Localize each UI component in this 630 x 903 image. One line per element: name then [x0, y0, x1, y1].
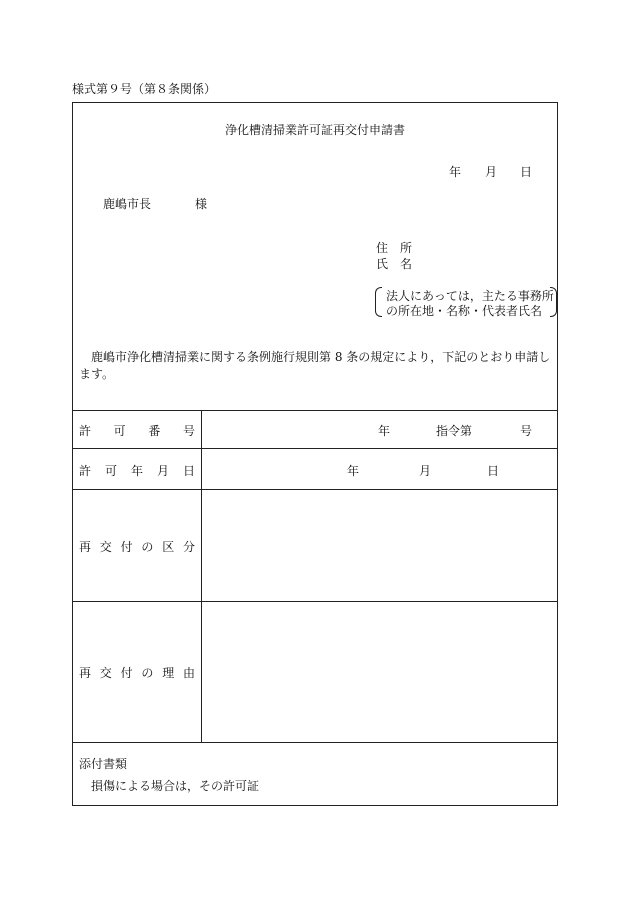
label-char: 番: [148, 424, 161, 438]
label-char: 区: [162, 540, 175, 554]
permit-date-year: 年: [347, 464, 360, 478]
date-day-label: 日: [520, 165, 533, 179]
permit-number-suffix: 号: [520, 424, 533, 438]
label-char: 再: [79, 666, 92, 680]
form-number-label: 様式第９号（第８条関係）: [72, 82, 217, 96]
permit-date-month: 月: [419, 464, 432, 478]
addressee-honorific: 様: [195, 197, 208, 211]
attachments-heading: 添付書類: [79, 757, 128, 771]
reissue-reason-label: [73, 664, 201, 681]
label-char: 許: [79, 464, 92, 478]
row-divider-3: [73, 601, 557, 602]
addressee-name: 鹿嶋市長: [103, 197, 152, 211]
label-char: 可: [104, 464, 117, 478]
corporate-note-bracket: [375, 287, 557, 317]
form-title: 浄化槽清掃業許可証再交付申請書: [224, 123, 405, 137]
left-bracket: [375, 287, 382, 317]
table-bottom-border: [73, 742, 557, 743]
application-statement: 鹿嶋市浄化槽清掃業に関する条例施行規則第 8 条の規定により，下記のとおり申請します。: [79, 350, 551, 381]
label-char: 交: [99, 666, 112, 680]
label-char: 号: [182, 424, 195, 438]
reissue-reason-field[interactable]: [203, 603, 557, 740]
reissue-category-label: [73, 538, 201, 555]
label-char: 分: [182, 540, 195, 554]
permit-number-label: [73, 422, 201, 439]
label-char: 月: [156, 464, 169, 478]
label-char: 日: [182, 464, 195, 478]
label-column-divider: [201, 411, 202, 743]
permit-number-order: 指令第: [436, 424, 473, 438]
corporate-note-line1: 法人にあっては，主たる事務所: [386, 289, 554, 303]
label-char: 交: [99, 540, 112, 554]
name-label: 氏 名: [376, 257, 413, 271]
date-month-label: 月: [485, 165, 498, 179]
label-char: 年: [130, 464, 143, 478]
label-char: 由: [182, 666, 195, 680]
attachments-item: 損傷による場合は，その許可証: [91, 779, 260, 793]
address-label: 住 所: [376, 241, 413, 255]
label-char: の: [141, 666, 154, 680]
label-char: 理: [162, 666, 175, 680]
permit-date-label: [73, 462, 201, 479]
permit-number-year: 年: [378, 424, 391, 438]
corporate-note-line2: の所在地・名称・代表者氏名: [386, 304, 543, 318]
application-form: [72, 102, 558, 806]
reissue-category-field[interactable]: [203, 491, 557, 599]
label-char: 可: [113, 424, 126, 438]
table-top-border: [73, 410, 557, 411]
row-divider-2: [73, 489, 557, 490]
label-char: の: [141, 540, 154, 554]
label-char: 付: [120, 540, 133, 554]
label-char: 再: [79, 540, 92, 554]
date-year-label: 年: [449, 165, 462, 179]
permit-date-day: 日: [487, 464, 500, 478]
row-divider-1: [73, 448, 557, 449]
label-char: 許: [79, 424, 92, 438]
label-char: 付: [120, 666, 133, 680]
